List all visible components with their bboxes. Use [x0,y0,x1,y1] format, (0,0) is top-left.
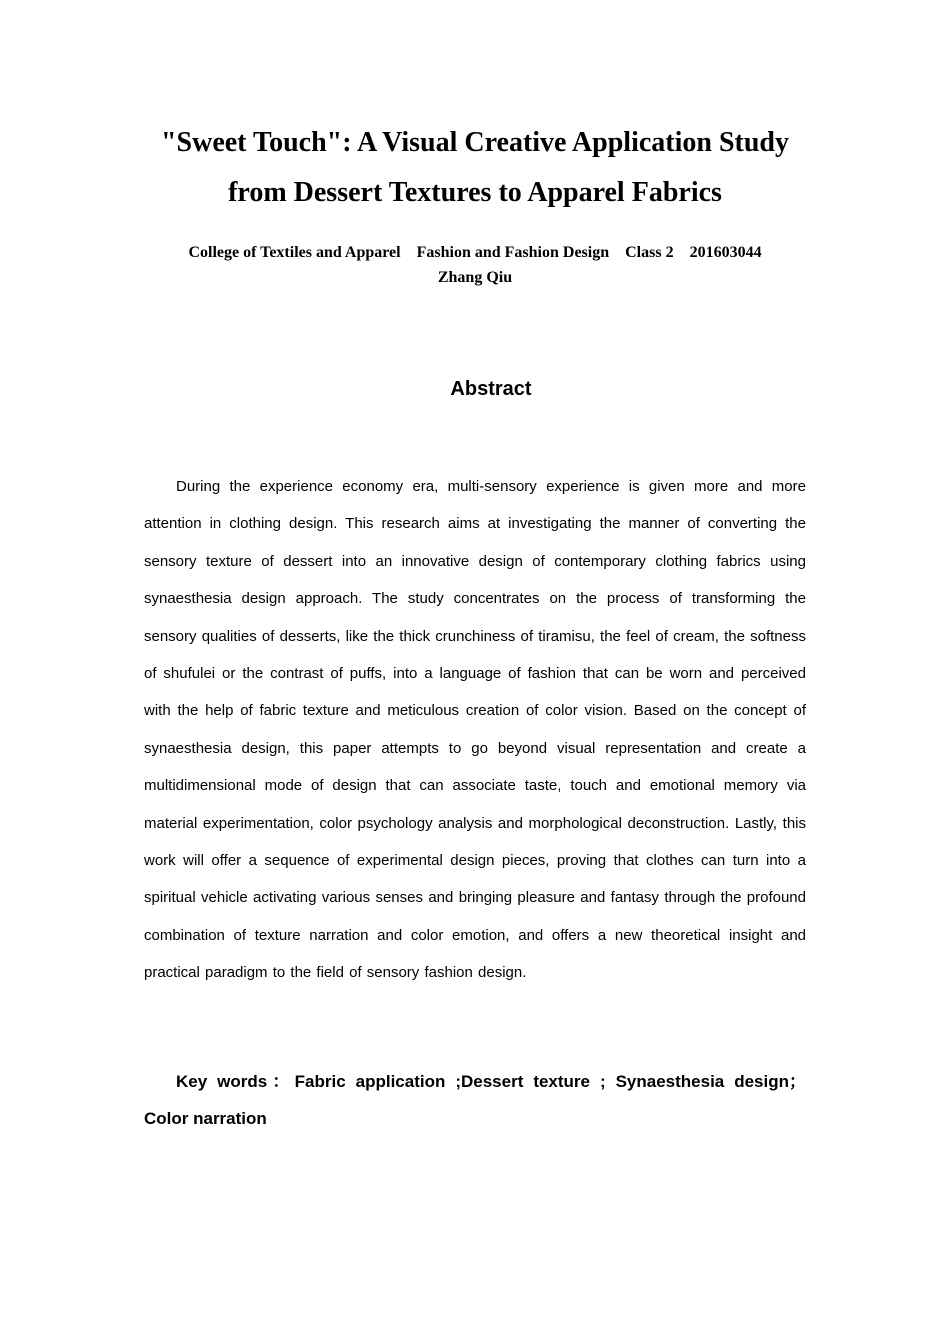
author-name: Zhang Qiu [437,269,513,286]
affiliation-line: College of Textiles and Apparel Fashion and Fashion Design Class 2 201603044 [188,244,762,261]
paper-title-line-1: "Sweet Touch": A Visual Creative Application Study [160,127,790,158]
paper-title-line-2: from Dessert Textures to Apparel Fabrics [228,177,722,208]
paper-title [100,118,850,218]
abstract-heading: Abstract [450,378,532,400]
keywords-paragraph: Key words：Fabric application ;Dessert texture ; Synaesthesia design； Color narration [144,1072,806,1128]
abstract-body: During the experience economy era, multi-sensory experience is given more and more attention in clothing design. This research aims at investigating the manner of converting the sensory texture of dessert into an innovative design of contemporary clothing fabrics using synaesthesia design approach. The study concentrates on the process of transforming the sensory qualities of desserts, like the thick crunchiness of tiramisu, the feel of cream, the softness of shufulei or the contrast of puffs, into a language of fashion that can be worn and perceived with the help of fabric texture and meticulous creation of color vision. Based on the concept of synaesthesia design, this paper attempts to go beyond visual representation and create a multidimensional mode of design that can associate taste, touch and emotional memory via material experimentation, color psychology analysis and morphological deconstruction. Lastly, this work will offer a sequence of experimental design pieces, proving that clothes can turn into a spiritual vehicle activating various senses and bringing pleasure and fantasy through the profound combination of texture narration and color emotion, and offers a new theoretical insight and practical paradigm to the field of sensory fashion design. [144,478,806,982]
author-block [100,240,850,290]
